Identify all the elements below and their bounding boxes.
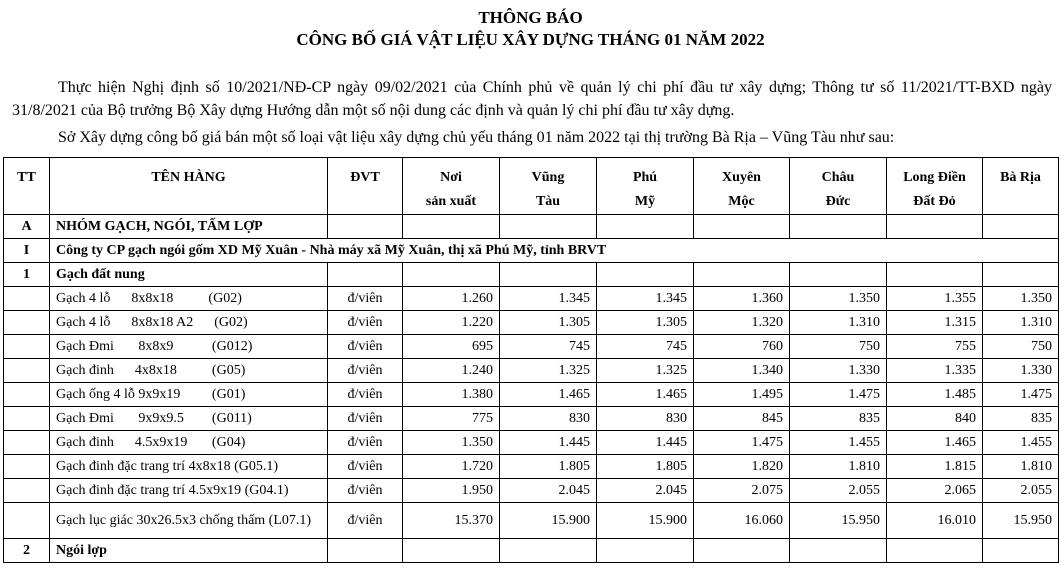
- price-cell: 1.445: [597, 431, 694, 455]
- item-name: Gạch đinh 4x8x18 (G05): [50, 359, 328, 383]
- table-row: [4, 431, 1059, 455]
- price-cell: 1.315: [887, 311, 983, 335]
- price-cell: 1.350: [983, 287, 1059, 311]
- price-cell: 1.720: [403, 455, 500, 479]
- price-cell: 1.810: [790, 455, 887, 479]
- group-tt: A: [4, 215, 50, 239]
- table-row: [4, 335, 1059, 359]
- item-unit: đ/viên: [328, 407, 403, 431]
- table-row: [4, 407, 1059, 431]
- price-cell: 2.055: [983, 479, 1059, 503]
- col-header-unit: ĐVT: [328, 158, 403, 215]
- price-cell: 2.065: [887, 479, 983, 503]
- price-cell: 2.045: [597, 479, 694, 503]
- item-unit: đ/viên: [328, 311, 403, 335]
- section-tt: 2: [4, 539, 50, 563]
- table-row: [4, 479, 1059, 503]
- group-name: NHÓM GẠCH, NGÓI, TẤM LỢP: [50, 215, 328, 239]
- price-cell: 750: [983, 335, 1059, 359]
- table-row: [4, 287, 1059, 311]
- section-name: Gạch đất nung: [50, 263, 328, 287]
- item-unit: đ/viên: [328, 455, 403, 479]
- price-cell: 15.900: [597, 503, 694, 539]
- item-unit: đ/viên: [328, 383, 403, 407]
- price-cell: 2.045: [500, 479, 597, 503]
- price-cell: 1.445: [500, 431, 597, 455]
- table-row: [4, 503, 1059, 539]
- price-cell: 1.475: [790, 383, 887, 407]
- price-cell: 1.305: [500, 311, 597, 335]
- item-name: Gạch 4 lỗ 8x8x18 A2 (G02): [50, 311, 328, 335]
- col-header-ba-ria: Bà Rịa: [983, 158, 1059, 215]
- price-cell: 1.820: [694, 455, 790, 479]
- price-table: [3, 157, 1059, 563]
- price-cell: 1.330: [790, 359, 887, 383]
- price-cell: 1.355: [887, 287, 983, 311]
- price-cell: 15.900: [500, 503, 597, 539]
- price-cell: 1.345: [500, 287, 597, 311]
- price-cell: 1.455: [790, 431, 887, 455]
- price-cell: 2.075: [694, 479, 790, 503]
- col-header-tt: TT: [4, 158, 50, 215]
- col-header-phu-my: Phú Mỹ: [597, 158, 694, 215]
- intro-paragraph-2: Sở Xây dựng công bố giá bán một số loại vật liệu xây dựng chủ yếu tháng 01 năm 2022 tại thị trường Bà Rịa – Vũng Tàu như sau:: [58, 129, 895, 146]
- price-cell: 1.340: [694, 359, 790, 383]
- item-name: Gạch Đmi 9x9x9.5 (G011): [50, 407, 328, 431]
- price-cell: 1.805: [500, 455, 597, 479]
- price-cell: 2.055: [790, 479, 887, 503]
- price-cell: 1.465: [500, 383, 597, 407]
- company-tt: I: [4, 239, 50, 263]
- price-cell: 15.950: [983, 503, 1059, 539]
- company-name: Công ty CP gạch ngói gốm XD Mỹ Xuân - Nhà máy xã Mỹ Xuân, thị xã Phú Mỹ, tỉnh BRVT: [50, 239, 1059, 263]
- price-cell: 840: [887, 407, 983, 431]
- price-cell: 15.950: [790, 503, 887, 539]
- item-name: Gạch đinh đặc trang trí 4x8x18 (G05.1): [50, 455, 328, 479]
- price-cell: 1.495: [694, 383, 790, 407]
- price-cell: 15.370: [403, 503, 500, 539]
- table-row: [4, 455, 1059, 479]
- col-header-long-dien: Long Điền Đất Đỏ: [887, 158, 983, 215]
- price-cell: 830: [597, 407, 694, 431]
- section-row: [4, 263, 1059, 287]
- group-row: [4, 215, 1059, 239]
- price-cell: 760: [694, 335, 790, 359]
- price-cell: 1.350: [790, 287, 887, 311]
- price-cell: 845: [694, 407, 790, 431]
- item-name: Gạch ống 4 lỗ 9x9x19 (G01): [50, 383, 328, 407]
- price-cell: 1.345: [597, 287, 694, 311]
- price-cell: 1.220: [403, 311, 500, 335]
- price-cell: 695: [403, 335, 500, 359]
- table-row: [4, 359, 1059, 383]
- item-unit: đ/viên: [328, 287, 403, 311]
- section-row: [4, 539, 1059, 563]
- item-unit: đ/viên: [328, 359, 403, 383]
- price-cell: 750: [790, 335, 887, 359]
- price-cell: 1.310: [790, 311, 887, 335]
- price-cell: 755: [887, 335, 983, 359]
- item-name: Gạch 4 lỗ 8x8x18 (G02): [50, 287, 328, 311]
- company-row: [4, 239, 1059, 263]
- item-name: Gạch đinh đặc trang trí 4.5x9x19 (G04.1): [50, 479, 328, 503]
- price-cell: 16.060: [694, 503, 790, 539]
- price-cell: 1.485: [887, 383, 983, 407]
- price-cell: 1.330: [983, 359, 1059, 383]
- table-row: [4, 311, 1059, 335]
- price-cell: 1.475: [983, 383, 1059, 407]
- col-header-name: TÊN HÀNG: [50, 158, 328, 215]
- price-cell: 1.465: [887, 431, 983, 455]
- price-cell: 1.350: [403, 431, 500, 455]
- item-unit: đ/viên: [328, 335, 403, 359]
- section-name: Ngói lợp: [50, 539, 328, 563]
- price-cell: 830: [500, 407, 597, 431]
- col-header-vung-tau: Vũng Tàu: [500, 158, 597, 215]
- price-cell: 1.805: [597, 455, 694, 479]
- price-cell: 1.305: [597, 311, 694, 335]
- price-cell: 1.320: [694, 311, 790, 335]
- item-unit: đ/viên: [328, 431, 403, 455]
- price-cell: 745: [500, 335, 597, 359]
- intro-paragraph-1: Thực hiện Nghị định số 10/2021/NĐ-CP ngày 09/02/2021 của Chính phủ về quản lý chi phí đầu tư xây dựng; Thông tư số 11/2021/TT-BXD ngày 31/8/2021 của Bộ trưởng Bộ Xây dựng Hướng dẫn một số nội dung các định và quản lý chi phí đầu tư xây dựng.: [12, 79, 1052, 119]
- item-name: Gạch đinh 4.5x9x19 (G04): [50, 431, 328, 455]
- section-tt: 1: [4, 263, 50, 287]
- price-cell: 16.010: [887, 503, 983, 539]
- price-cell: 1.260: [403, 287, 500, 311]
- price-cell: 1.455: [983, 431, 1059, 455]
- price-cell: 1.335: [887, 359, 983, 383]
- price-cell: 835: [790, 407, 887, 431]
- price-cell: 1.360: [694, 287, 790, 311]
- item-unit: đ/viên: [328, 503, 403, 539]
- price-cell: 745: [597, 335, 694, 359]
- price-cell: 1.310: [983, 311, 1059, 335]
- table-row: [4, 383, 1059, 407]
- price-cell: 1.810: [983, 455, 1059, 479]
- price-cell: 1.380: [403, 383, 500, 407]
- price-cell: 1.815: [887, 455, 983, 479]
- document-subtitle: CÔNG BỐ GIÁ VẬT LIỆU XÂY DỰNG THÁNG 01 NĂM 2022: [296, 30, 765, 49]
- document-title: THÔNG BÁO: [478, 8, 583, 27]
- col-header-chau-duc: Châu Đức: [790, 158, 887, 215]
- item-name: Gạch Đmi 8x8x9 (G012): [50, 335, 328, 359]
- price-cell: 1.950: [403, 479, 500, 503]
- price-cell: 1.475: [694, 431, 790, 455]
- col-header-origin: Nơi sản xuất: [403, 158, 500, 215]
- price-cell: 1.240: [403, 359, 500, 383]
- price-cell: 835: [983, 407, 1059, 431]
- item-name: Gạch lục giác 30x26.5x3 chống thấm (L07.1): [50, 503, 328, 539]
- price-cell: 775: [403, 407, 500, 431]
- price-cell: 1.325: [597, 359, 694, 383]
- item-unit: đ/viên: [328, 479, 403, 503]
- price-cell: 1.465: [597, 383, 694, 407]
- price-cell: 1.325: [500, 359, 597, 383]
- col-header-xuyen-moc: Xuyên Mộc: [694, 158, 790, 215]
- table-header-row: [4, 158, 1059, 215]
